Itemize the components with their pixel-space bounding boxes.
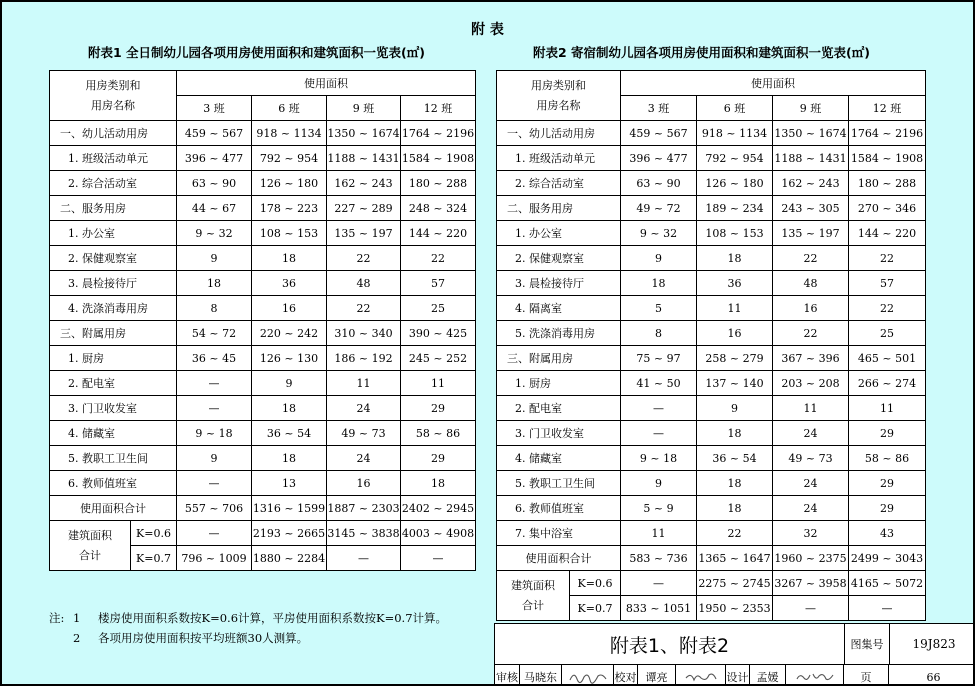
total-value-cell: 1316 ~ 1599 bbox=[252, 496, 327, 521]
note-item bbox=[49, 628, 447, 648]
area-value-cell: 9 bbox=[177, 246, 252, 271]
class-header: 6 班 bbox=[252, 96, 327, 121]
design-label: 设计 bbox=[726, 665, 750, 686]
area-value-cell: 75 ~ 97 bbox=[621, 346, 697, 371]
table-row bbox=[497, 221, 926, 246]
area-value-cell: 29 bbox=[849, 496, 926, 521]
area-value-cell: 918 ~ 1134 bbox=[697, 121, 773, 146]
class-header: 3 班 bbox=[177, 96, 252, 121]
area-value-cell: 36 bbox=[252, 271, 327, 296]
room-name-cell: 2. 保健观察室 bbox=[50, 246, 177, 271]
area-value-cell: 58 ~ 86 bbox=[849, 446, 926, 471]
total-value-cell: 1960 ~ 2375 bbox=[773, 546, 849, 571]
reviewer-signature bbox=[562, 665, 614, 686]
area-value-cell: 29 bbox=[849, 471, 926, 496]
area-value-cell: 24 bbox=[327, 396, 401, 421]
table-row bbox=[50, 221, 476, 246]
area-value-cell: 310 ~ 340 bbox=[327, 321, 401, 346]
area-value-cell: 63 ~ 90 bbox=[177, 171, 252, 196]
total-row bbox=[50, 496, 476, 521]
area-value-cell: 29 bbox=[401, 396, 476, 421]
area-value-cell: 18 bbox=[697, 421, 773, 446]
area-value-cell: 9 bbox=[177, 446, 252, 471]
area-value-cell: 54 ~ 72 bbox=[177, 321, 252, 346]
table-row bbox=[497, 271, 926, 296]
building-area-value-cell: 2275 ~ 2745 bbox=[697, 571, 773, 596]
table-row bbox=[497, 171, 926, 196]
table-row bbox=[497, 371, 926, 396]
room-name-cell: 3. 门卫收发室 bbox=[50, 396, 177, 421]
area-value-cell: 203 ~ 208 bbox=[773, 371, 849, 396]
area-value-cell: 396 ~ 477 bbox=[621, 146, 697, 171]
table1-caption: 附表1 全日制幼儿园各项用房使用面积和建筑面积一览表(㎡) bbox=[88, 45, 425, 60]
room-header-line1: 用房类别和 bbox=[531, 78, 586, 92]
total-value-cell: 2402 ~ 2945 bbox=[401, 496, 476, 521]
room-name-cell: 1. 厨房 bbox=[50, 346, 177, 371]
room-name-cell: 2. 综合活动室 bbox=[497, 171, 621, 196]
room-header-line1: 用房类别和 bbox=[85, 78, 141, 92]
table2-caption: 附表2 寄宿制幼儿园各项用房使用面积和建筑面积一览表(㎡) bbox=[533, 45, 870, 60]
area-value-cell: 22 bbox=[327, 246, 401, 271]
checker-signature bbox=[676, 665, 726, 686]
building-area-label-line1: 建筑面积 bbox=[511, 578, 555, 592]
table1-body bbox=[50, 71, 476, 571]
area-value-cell: 8 bbox=[621, 321, 697, 346]
area-value-cell: 29 bbox=[401, 446, 476, 471]
check-label: 校对 bbox=[614, 665, 638, 686]
room-name-cell: 三、附属用房 bbox=[50, 321, 177, 346]
building-area-value-cell: — bbox=[773, 596, 849, 621]
area-value-cell: 9 ~ 32 bbox=[177, 221, 252, 246]
room-name-cell: 二、服务用房 bbox=[50, 196, 177, 221]
room-name-cell: 1. 班级活动单元 bbox=[50, 146, 177, 171]
area-value-cell: 186 ~ 192 bbox=[327, 346, 401, 371]
area-value-cell: 18 bbox=[697, 471, 773, 496]
building-area-value-cell: — bbox=[401, 546, 476, 571]
area-value-cell: 25 bbox=[401, 296, 476, 321]
table-row bbox=[50, 196, 476, 221]
area-value-cell: 137 ~ 140 bbox=[697, 371, 773, 396]
table-row bbox=[50, 371, 476, 396]
usage-area-header: 使用面积 bbox=[621, 71, 926, 96]
area-value-cell: 108 ~ 153 bbox=[697, 221, 773, 246]
reviewer-name: 马晓东 bbox=[520, 665, 562, 686]
table-row bbox=[50, 296, 476, 321]
area-value-cell: 48 bbox=[773, 271, 849, 296]
area-value-cell: 11 bbox=[849, 396, 926, 421]
area-value-cell: 126 ~ 180 bbox=[252, 171, 327, 196]
area-value-cell: 135 ~ 197 bbox=[773, 221, 849, 246]
area-value-cell: 11 bbox=[697, 296, 773, 321]
area-value-cell: 220 ~ 242 bbox=[252, 321, 327, 346]
area-value-cell: 266 ~ 274 bbox=[849, 371, 926, 396]
building-area-value-cell: — bbox=[177, 521, 252, 546]
k-factor-cell: K=0.6 bbox=[131, 521, 177, 546]
room-name-cell: 1. 班级活动单元 bbox=[497, 146, 621, 171]
atlas-number: 19J823 bbox=[890, 624, 975, 665]
table-row bbox=[497, 421, 926, 446]
table-row bbox=[497, 346, 926, 371]
table-row bbox=[497, 471, 926, 496]
area-value-cell: 9 ~ 18 bbox=[621, 446, 697, 471]
area-value-cell: 22 bbox=[849, 246, 926, 271]
area-value-cell: 258 ~ 279 bbox=[697, 346, 773, 371]
class-header: 3 班 bbox=[621, 96, 697, 121]
room-name-cell: 三、附属用房 bbox=[497, 346, 621, 371]
area-value-cell: 22 bbox=[773, 246, 849, 271]
building-area-value-cell: 1880 ~ 2284 bbox=[252, 546, 327, 571]
area-value-cell: 1188 ~ 1431 bbox=[327, 146, 401, 171]
area-value-cell: 22 bbox=[773, 321, 849, 346]
room-name-cell: 4. 储藏室 bbox=[50, 421, 177, 446]
area-value-cell: 243 ~ 305 bbox=[773, 196, 849, 221]
building-area-value-cell: 2193 ~ 2665 bbox=[252, 521, 327, 546]
building-area-value-cell: — bbox=[621, 571, 697, 596]
table-row bbox=[50, 396, 476, 421]
designer-signature bbox=[786, 665, 844, 686]
area-value-cell: 22 bbox=[697, 521, 773, 546]
area-value-cell: 5 bbox=[621, 296, 697, 321]
area-value-cell: 1584 ~ 1908 bbox=[849, 146, 926, 171]
area-value-cell: 16 bbox=[773, 296, 849, 321]
area-value-cell: — bbox=[621, 421, 697, 446]
total-row bbox=[497, 546, 926, 571]
table1-area-summary bbox=[49, 70, 476, 571]
area-value-cell: 9 bbox=[621, 246, 697, 271]
area-value-cell: 11 bbox=[327, 371, 401, 396]
room-name-cell: 6. 教师值班室 bbox=[50, 471, 177, 496]
area-value-cell: 18 bbox=[177, 271, 252, 296]
area-value-cell: 9 ~ 32 bbox=[621, 221, 697, 246]
area-value-cell: 24 bbox=[773, 421, 849, 446]
k-factor-cell: K=0.7 bbox=[570, 596, 621, 621]
atlas-number-label: 图集号 bbox=[845, 624, 890, 665]
area-value-cell: 126 ~ 130 bbox=[252, 346, 327, 371]
area-value-cell: 11 bbox=[773, 396, 849, 421]
area-value-cell: 22 bbox=[849, 296, 926, 321]
notes-label: 注: bbox=[49, 611, 65, 625]
area-value-cell: 63 ~ 90 bbox=[621, 171, 697, 196]
room-header-cell bbox=[50, 71, 177, 121]
room-name-cell: 3. 门卫收发室 bbox=[497, 421, 621, 446]
area-value-cell: 44 ~ 67 bbox=[177, 196, 252, 221]
area-value-cell: 459 ~ 567 bbox=[621, 121, 697, 146]
class-header: 6 班 bbox=[697, 96, 773, 121]
area-value-cell: 18 bbox=[697, 496, 773, 521]
class-header: 12 班 bbox=[401, 96, 476, 121]
building-area-value-cell: 4165 ~ 5072 bbox=[849, 571, 926, 596]
area-value-cell: 1764 ~ 2196 bbox=[401, 121, 476, 146]
note-text: 楼房使用面积系数按K=0.6计算，平房使用面积系数按K=0.7计算。 bbox=[98, 611, 448, 625]
room-name-cell: 1. 办公室 bbox=[497, 221, 621, 246]
table-row bbox=[50, 246, 476, 271]
building-area-value-cell: 3145 ~ 3838 bbox=[327, 521, 401, 546]
building-area-label-line2: 合计 bbox=[522, 598, 544, 612]
area-value-cell: 1350 ~ 1674 bbox=[773, 121, 849, 146]
building-area-label-line1: 建筑面积 bbox=[68, 528, 112, 542]
area-value-cell: 25 bbox=[849, 321, 926, 346]
area-value-cell: — bbox=[621, 396, 697, 421]
note-number: 1 bbox=[73, 611, 81, 625]
area-value-cell: — bbox=[177, 371, 252, 396]
building-area-value-cell: 3267 ~ 3958 bbox=[773, 571, 849, 596]
room-name-cell: 7. 集中浴室 bbox=[497, 521, 621, 546]
area-value-cell: 58 ~ 86 bbox=[401, 421, 476, 446]
building-area-value-cell: 833 ~ 1051 bbox=[621, 596, 697, 621]
room-name-cell: 6. 教师值班室 bbox=[497, 496, 621, 521]
area-value-cell: 9 bbox=[252, 371, 327, 396]
area-value-cell: 49 ~ 73 bbox=[773, 446, 849, 471]
total-value-cell: 557 ~ 706 bbox=[177, 496, 252, 521]
table-row bbox=[497, 496, 926, 521]
building-area-value-cell: 1950 ~ 2353 bbox=[697, 596, 773, 621]
building-area-row bbox=[50, 521, 476, 546]
area-value-cell: 1764 ~ 2196 bbox=[849, 121, 926, 146]
building-area-label-cell bbox=[497, 571, 570, 621]
review-label: 审核 bbox=[495, 665, 520, 686]
page-number: 66 bbox=[926, 670, 941, 684]
room-name-cell: 4. 洗涤消毒用房 bbox=[50, 296, 177, 321]
table-row bbox=[497, 296, 926, 321]
room-name-cell: 一、幼儿活动用房 bbox=[50, 121, 177, 146]
area-value-cell: 5 ~ 9 bbox=[621, 496, 697, 521]
area-value-cell: 16 bbox=[252, 296, 327, 321]
room-name-cell: 2. 配电室 bbox=[497, 396, 621, 421]
table-row bbox=[50, 446, 476, 471]
area-value-cell: 18 bbox=[252, 246, 327, 271]
sheet-title: 附表1、附表2 bbox=[495, 624, 845, 665]
area-value-cell: 180 ~ 288 bbox=[849, 171, 926, 196]
area-value-cell: 22 bbox=[327, 296, 401, 321]
table-row bbox=[497, 196, 926, 221]
room-name-cell: 1. 办公室 bbox=[50, 221, 177, 246]
room-name-cell: 4. 储藏室 bbox=[497, 446, 621, 471]
class-header: 9 班 bbox=[327, 96, 401, 121]
area-value-cell: 24 bbox=[773, 471, 849, 496]
area-value-cell: 792 ~ 954 bbox=[252, 146, 327, 171]
area-value-cell: 367 ~ 396 bbox=[773, 346, 849, 371]
area-value-cell: 396 ~ 477 bbox=[177, 146, 252, 171]
building-area-value-cell: — bbox=[849, 596, 926, 621]
area-value-cell: 57 bbox=[849, 271, 926, 296]
table-row bbox=[50, 321, 476, 346]
area-value-cell: 18 bbox=[252, 396, 327, 421]
area-value-cell: 248 ~ 324 bbox=[401, 196, 476, 221]
table-row bbox=[50, 421, 476, 446]
area-value-cell: 9 bbox=[621, 471, 697, 496]
area-value-cell: 16 bbox=[327, 471, 401, 496]
area-value-cell: 162 ~ 243 bbox=[773, 171, 849, 196]
room-name-cell: 一、幼儿活动用房 bbox=[497, 121, 621, 146]
usage-area-header: 使用面积 bbox=[177, 71, 476, 96]
room-name-cell: 2. 配电室 bbox=[50, 371, 177, 396]
building-area-value-cell: — bbox=[327, 546, 401, 571]
area-value-cell: 245 ~ 252 bbox=[401, 346, 476, 371]
area-value-cell: 11 bbox=[401, 371, 476, 396]
building-area-value-cell: 4003 ~ 4908 bbox=[401, 521, 476, 546]
area-value-cell: 178 ~ 223 bbox=[252, 196, 327, 221]
designer-name: 孟媛 bbox=[750, 665, 786, 686]
room-name-cell: 1. 厨房 bbox=[497, 371, 621, 396]
building-area-label-cell bbox=[50, 521, 131, 571]
area-value-cell: 49 ~ 72 bbox=[621, 196, 697, 221]
table-row bbox=[497, 146, 926, 171]
table-row bbox=[50, 271, 476, 296]
area-value-cell: 36 ~ 45 bbox=[177, 346, 252, 371]
area-value-cell: 465 ~ 501 bbox=[849, 346, 926, 371]
area-value-cell: — bbox=[177, 471, 252, 496]
room-name-cell: 2. 保健观察室 bbox=[497, 246, 621, 271]
note-item bbox=[49, 608, 447, 628]
area-value-cell: 24 bbox=[327, 446, 401, 471]
table-row bbox=[497, 521, 926, 546]
class-header: 9 班 bbox=[773, 96, 849, 121]
total-value-cell: 583 ~ 736 bbox=[621, 546, 697, 571]
room-name-cell: 4. 隔离室 bbox=[497, 296, 621, 321]
k-factor-cell: K=0.6 bbox=[570, 571, 621, 596]
area-value-cell: 189 ~ 234 bbox=[697, 196, 773, 221]
page-title: 附 表 bbox=[471, 22, 504, 38]
area-value-cell: 144 ~ 220 bbox=[849, 221, 926, 246]
total-label-cell: 使用面积合计 bbox=[497, 546, 621, 571]
room-name-cell: 2. 综合活动室 bbox=[50, 171, 177, 196]
area-value-cell: 1350 ~ 1674 bbox=[327, 121, 401, 146]
area-value-cell: 32 bbox=[773, 521, 849, 546]
area-value-cell: 36 ~ 54 bbox=[697, 446, 773, 471]
building-area-row bbox=[497, 571, 926, 596]
room-name-cell: 5. 洗涤消毒用房 bbox=[497, 321, 621, 346]
title-block bbox=[494, 623, 975, 686]
room-header-line2: 用房名称 bbox=[536, 98, 581, 112]
table-row bbox=[50, 146, 476, 171]
table-row bbox=[50, 171, 476, 196]
total-value-cell: 1365 ~ 1647 bbox=[697, 546, 773, 571]
table-row bbox=[497, 446, 926, 471]
building-area-label-line2: 合计 bbox=[79, 548, 101, 562]
total-label-cell: 使用面积合计 bbox=[50, 496, 177, 521]
area-value-cell: 18 bbox=[697, 246, 773, 271]
area-value-cell: 227 ~ 289 bbox=[327, 196, 401, 221]
area-value-cell: 8 bbox=[177, 296, 252, 321]
notes bbox=[49, 608, 447, 648]
area-value-cell: 135 ~ 197 bbox=[327, 221, 401, 246]
total-value-cell: 1887 ~ 2303 bbox=[327, 496, 401, 521]
table-row bbox=[497, 121, 926, 146]
area-value-cell: 390 ~ 425 bbox=[401, 321, 476, 346]
room-name-cell: 5. 教职工卫生间 bbox=[50, 446, 177, 471]
area-value-cell: 180 ~ 288 bbox=[401, 171, 476, 196]
area-value-cell: 9 bbox=[697, 396, 773, 421]
total-value-cell: 2499 ~ 3043 bbox=[849, 546, 926, 571]
area-value-cell: 11 bbox=[621, 521, 697, 546]
area-value-cell: 16 bbox=[697, 321, 773, 346]
area-value-cell: 48 bbox=[327, 271, 401, 296]
building-area-value-cell: 796 ~ 1009 bbox=[177, 546, 252, 571]
room-name-cell: 3. 晨检接待厅 bbox=[497, 271, 621, 296]
class-header: 12 班 bbox=[849, 96, 926, 121]
table-row bbox=[50, 471, 476, 496]
table-row bbox=[497, 396, 926, 421]
area-value-cell: 43 bbox=[849, 521, 926, 546]
area-value-cell: 459 ~ 567 bbox=[177, 121, 252, 146]
area-value-cell: 36 ~ 54 bbox=[252, 421, 327, 446]
table-row bbox=[50, 121, 476, 146]
table-row bbox=[50, 346, 476, 371]
room-name-cell: 5. 教职工卫生间 bbox=[497, 471, 621, 496]
area-value-cell: 792 ~ 954 bbox=[697, 146, 773, 171]
table-row bbox=[497, 321, 926, 346]
area-value-cell: 18 bbox=[621, 271, 697, 296]
room-header-cell bbox=[497, 71, 621, 121]
k-factor-cell: K=0.7 bbox=[131, 546, 177, 571]
note-number: 2 bbox=[73, 631, 81, 645]
area-value-cell: 18 bbox=[252, 446, 327, 471]
area-value-cell: 57 bbox=[401, 271, 476, 296]
area-value-cell: — bbox=[177, 396, 252, 421]
room-name-cell: 二、服务用房 bbox=[497, 196, 621, 221]
area-value-cell: 18 bbox=[401, 471, 476, 496]
area-value-cell: 13 bbox=[252, 471, 327, 496]
checker-name: 谭亮 bbox=[638, 665, 676, 686]
area-value-cell: 36 bbox=[697, 271, 773, 296]
area-value-cell: 126 ~ 180 bbox=[697, 171, 773, 196]
area-value-cell: 49 ~ 73 bbox=[327, 421, 401, 446]
table-row bbox=[497, 246, 926, 271]
area-value-cell: 162 ~ 243 bbox=[327, 171, 401, 196]
table2-area-summary bbox=[496, 70, 926, 621]
area-value-cell: 24 bbox=[773, 496, 849, 521]
room-name-cell: 3. 晨检接待厅 bbox=[50, 271, 177, 296]
area-value-cell: 1188 ~ 1431 bbox=[773, 146, 849, 171]
page-label: 页 bbox=[844, 665, 889, 686]
area-value-cell: 29 bbox=[849, 421, 926, 446]
area-value-cell: 9 ~ 18 bbox=[177, 421, 252, 446]
area-value-cell: 22 bbox=[401, 246, 476, 271]
area-value-cell: 41 ~ 50 bbox=[621, 371, 697, 396]
area-value-cell: 1584 ~ 1908 bbox=[401, 146, 476, 171]
area-value-cell: 144 ~ 220 bbox=[401, 221, 476, 246]
area-value-cell: 918 ~ 1134 bbox=[252, 121, 327, 146]
table2-body bbox=[497, 71, 926, 621]
room-header-line2: 用房名称 bbox=[91, 98, 135, 112]
area-value-cell: 270 ~ 346 bbox=[849, 196, 926, 221]
area-value-cell: 108 ~ 153 bbox=[252, 221, 327, 246]
note-text: 各项用房使用面积按平均班额30人测算。 bbox=[98, 631, 309, 645]
